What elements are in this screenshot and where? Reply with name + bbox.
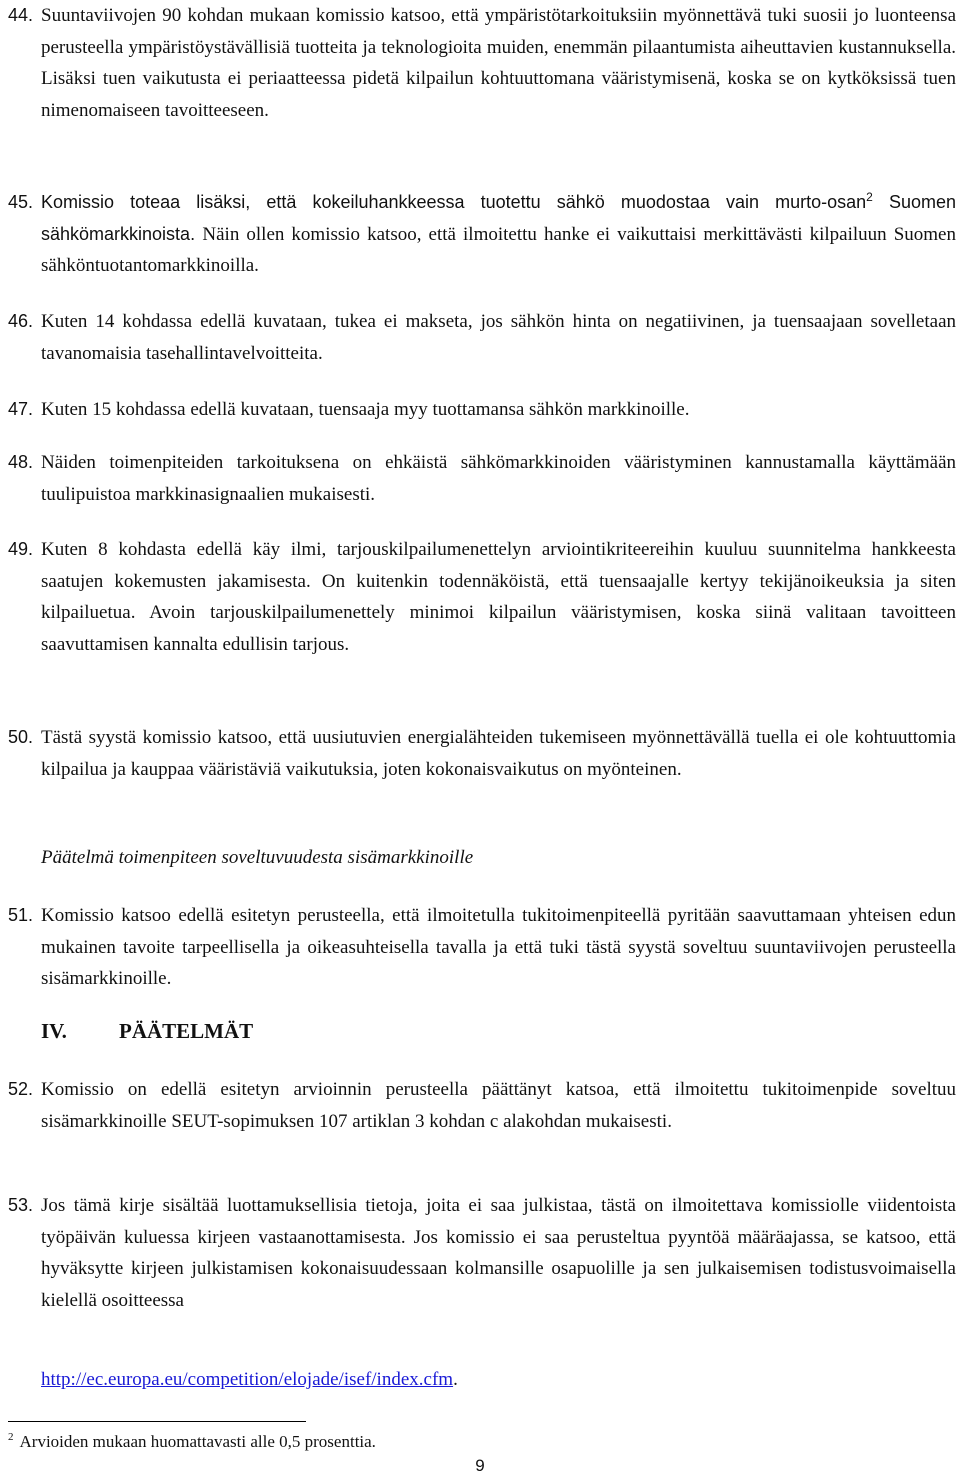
paragraph-text: Suuntaviivojen 90 kohdan mukaan komissio katsoo, että ympäristötarkoituksiin myönnettävä tuki suosii jo luonteensa perusteella ympäristöystävällisiä tuotteita ja teknologioita muiden, enemmän pilaantumista aiheuttavien kustannuksella. [41,5,956,58]
paragraph-number: 53. [8,1195,34,1215]
paragraph-text: Lisäksi tuen vaikutusta ei periaatteessa pidetä kilpailun kohtuuttomana vääristymisenä, koska se on kytköksissä tuen nimenomaiseen tavoitteeseen. [41,68,956,121]
paragraph-51 [8,900,956,995]
paragraph-text: Tästä syystä komissio katsoo, että uusiutuvien energialähteiden tukemiseen myönnettävällä tuella ei ole kohtuuttomia kilpailua ja kauppaa vääristäviä vaikutuksia, joten kokonaisvaikutus on myönteinen. [41,727,956,780]
page-number: 9 [475,1456,485,1475]
paragraph-44 [8,0,956,126]
footnote-divider [8,1421,306,1422]
paragraph-number: 47. [8,399,34,419]
competition-link[interactable]: http://ec.europa.eu/competition/elojade/isef/index.cfm [41,1369,454,1390]
paragraph-49 [8,534,956,660]
paragraph-text: Näiden toimenpiteiden tarkoituksena on ehkäistä sähkömarkkinoiden vääristyminen kannustamalla käyttämään tuulipuistoa markkinasignaalien mukaisesti. [41,452,956,505]
footnote-text: Arvioiden mukaan huomattavasti alle 0,5 prosenttia. [19,1432,376,1451]
paragraph-number: 46. [8,311,34,331]
paragraph-text: Jos tämä kirje sisältää luottamuksellisia tietoja, joita ei saa julkistaa, tästä on ilmoitettava komissiolle viidentoista työpäivän kuluessa kirjeen vastaanottamisesta. Jos komissio ei saa perusteltua pyyntöä määräajassa, se katsoo, että hyväksytte kirjeen julkistamisen kokonaisuudessaan kolmansille osapuolille ja sen julkaisemisen todistusvoimaisella kielellä osoitteessa [41,1195,956,1311]
paragraph-number: 45. [8,192,34,212]
paragraph-46 [8,306,956,369]
paragraph-text: Kuten 14 kohdassa edellä kuvataan, tukea ei makseta, jos sähkön hinta on negatiivinen, ja tuensaajaan sovelletaan tavanomaisia tasehallintavelvoitteita. [41,311,956,364]
paragraph-number: 51. [8,905,34,925]
footnote-reference[interactable]: 2 [866,190,873,204]
link-line [41,1368,458,1392]
paragraph-text: Kuten 15 kohdassa edellä kuvataan, tuensaaja myy tuottamansa sähkön markkinoille. [41,399,690,420]
paragraph-50 [8,722,956,785]
paragraph-text: Näin ollen komissio katsoo, että ilmoitettu hanke ei vaikuttaisi merkittävästi kilpailuun Suomen sähköntuotantomarkkinoilla. [41,223,956,276]
paragraph-text: Komissio toteaa lisäksi, että kokeiluhankkeessa tuotettu sähkö muodostaa vain murto-osan [41,192,867,212]
paragraph-text: Kuten 8 kohdasta edellä käy ilmi, tarjouskilpailumenettelyn arviointikriteereihin kuuluu suunnitelma hankkeesta saatujen kokemusten jakamisesta. On kuitenkin todennäköistä, että tuensaajalle kertyy tekijänoikeuksia ja siten kilpailuetua. Avoin tarjouskilpailumenettely minimoi kilpailun vääristymisen, koska siinä valitaan tavoitteen saavuttamisen kannalta edullisin tarjous. [41,539,956,655]
paragraph-number: 48. [8,452,34,472]
footnote [8,1432,376,1452]
paragraph-48 [8,447,956,510]
footnote-mark: 2 [8,1431,14,1444]
paragraph-number: 50. [8,727,34,747]
paragraph-53 [8,1190,956,1316]
paragraph-number: 44. [8,5,34,25]
paragraph-52 [8,1074,956,1137]
subheading: Päätelmä toimenpiteen soveltuvuudesta sisämarkkinoille [41,847,474,868]
link-trailing: . [453,1369,458,1390]
section-title: PÄÄTELMÄT [119,1019,254,1043]
paragraph-number: 49. [8,539,34,559]
section-heading [41,1018,253,1044]
paragraph-number: 52. [8,1079,34,1099]
section-number: IV. [41,1019,67,1043]
paragraph-45 [8,187,956,282]
paragraph-text: Suomen sähkömarkkinoista. [41,192,956,244]
paragraph-text: Komissio on edellä esitetyn arvioinnin perusteella päättänyt katsoa, että ilmoitettu tukitoimenpide soveltuu sisämarkkinoille SEUT-sopimuksen 107 artiklan 3 kohdan c alakohdan mukaisesti. [41,1079,956,1132]
paragraph-47 [8,394,956,426]
paragraph-text: Komissio katsoo edellä esitetyn perusteella, että ilmoitetulla tukitoimenpiteellä pyritään saavuttamaan yhteisen edun mukainen tavoite tarpeellisella ja oikeasuhteisella tavalla ja että tuki tästä syystä soveltuu suuntaviivojen perusteella sisämarkkinoille. [41,905,956,989]
